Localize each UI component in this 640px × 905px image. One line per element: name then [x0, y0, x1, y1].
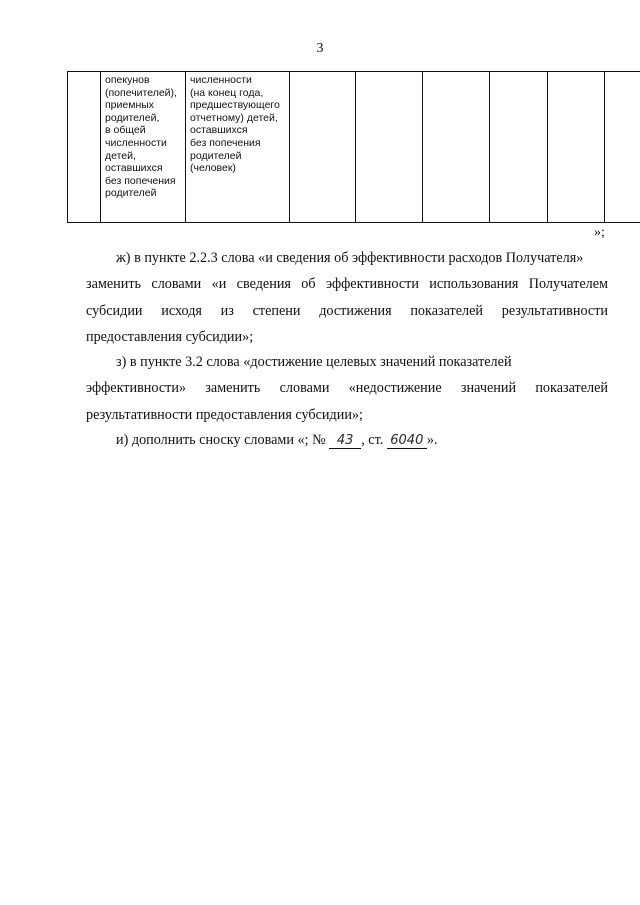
- paragraph-zh-continuation: заменить словами «и сведения об эффективности использования Получателем субсидии исходя из степени достижения показателей результативности предоставления субсидии»;: [86, 276, 608, 345]
- closing-quote: »;: [594, 225, 605, 240]
- footnote-mid: , ст.: [361, 432, 384, 448]
- handwritten-article: 6040: [387, 434, 427, 449]
- page-number: 3: [316, 41, 324, 56]
- table-cell: [423, 72, 490, 223]
- table-cell: [605, 72, 640, 223]
- table-row: [68, 72, 640, 223]
- footnote-suffix: ».: [426, 432, 438, 448]
- paragraph-i: [116, 427, 608, 454]
- table-cell: численности (на конец года, предшествующего отчетному) детей, оставшихся без попечения родителей (человек): [186, 72, 290, 223]
- paragraph-z-continuation: эффективности» заменить словами «недостижение значений показателей результативности предоставления субсидии»;: [86, 380, 608, 423]
- table-cell: [68, 72, 101, 223]
- handwritten-number: 43: [329, 434, 361, 449]
- table-cell: [290, 72, 356, 223]
- table-cell: [548, 72, 605, 223]
- table-cell: опекунов (попечителей), приемных родителей, в общей численности детей, оставшихся без попечения родителей: [101, 72, 186, 223]
- paragraph-zh-first-line: ж) в пункте 2.2.3 слова «и сведения об эффективности расходов Получателя»: [116, 250, 584, 266]
- data-table: [67, 71, 640, 223]
- footnote-prefix: и) дополнить сноску словами «; №: [116, 432, 326, 448]
- paragraph-z-first-line: з) в пункте 3.2 слова «достижение целевых значений показателей: [116, 354, 512, 370]
- table-cell: [356, 72, 423, 223]
- table-cell: [490, 72, 548, 223]
